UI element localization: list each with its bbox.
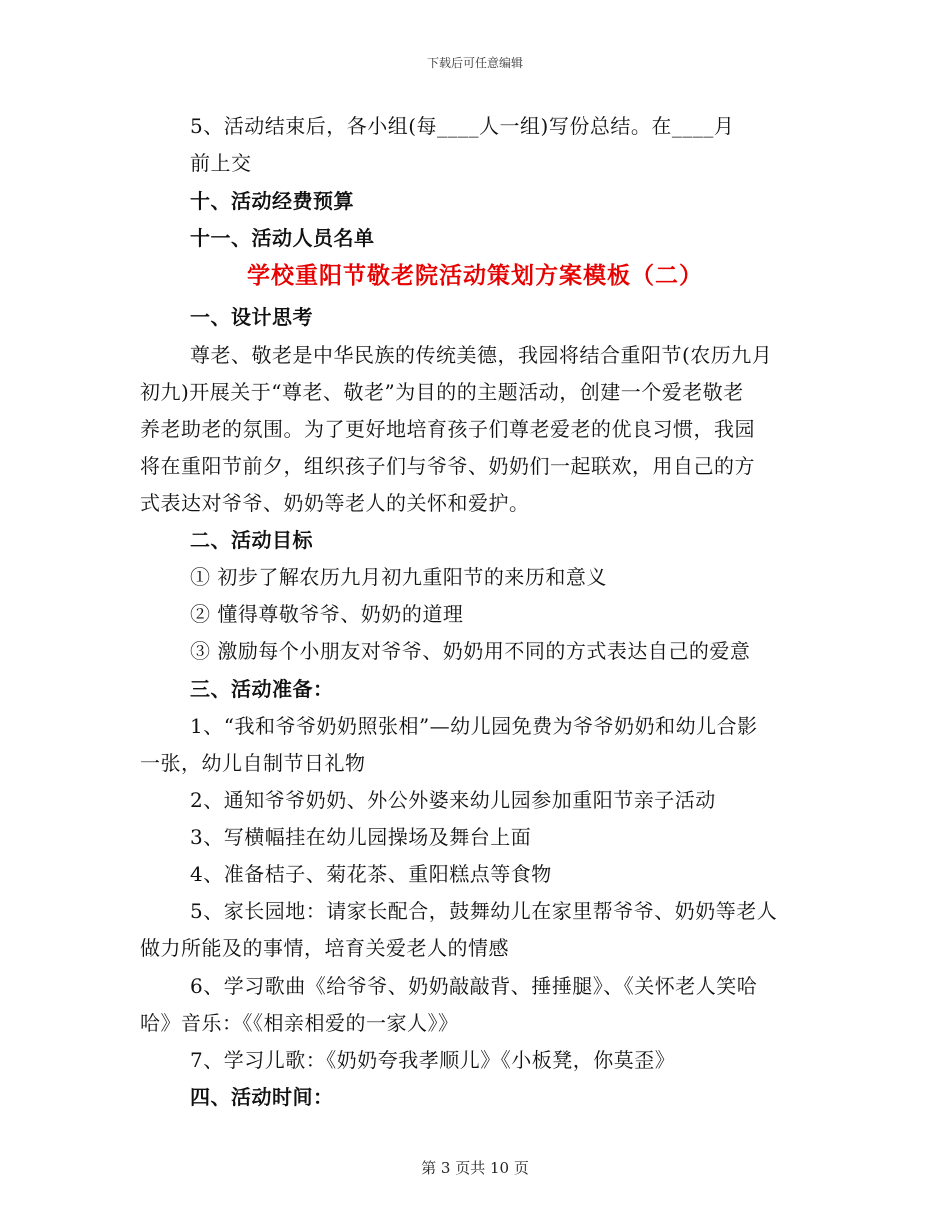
list-item: 6、学习歌曲《给爷爷、奶奶敲敲背、捶捶腿》、《关怀老人笑哈 xyxy=(190,974,758,998)
section-heading: 一、设计思考 xyxy=(190,305,313,329)
document-title: 学校重阳节敬老院活动策划方案模板（二） xyxy=(247,263,703,289)
section-heading: 三、活动准备： xyxy=(190,677,334,701)
list-item-continuation: 哈》音乐：《《相亲相爱的一家人》》 xyxy=(140,1011,459,1035)
page-header: 下载后可任意编辑 xyxy=(426,56,523,70)
list-item: 7、学习儿歌：《奶奶夸我孝顺儿》《小板凳，你莫歪》 xyxy=(190,1048,676,1072)
paragraph-line: 将在重阳节前夕，组织孩子们与爷爷、奶奶们一起联欢，用自己的方 xyxy=(140,454,755,478)
list-item: 5、家长园地：请家长配合，鼓舞幼儿在家里帮爷爷、奶奶等老人 xyxy=(190,899,778,923)
paragraph-line: 初九)开展关于“尊老、敬老”为目的的主题活动，创建一个爱老敬老 xyxy=(140,380,744,404)
page-footer: 第 3 页共 10 页 xyxy=(421,1159,529,1177)
text-line: 前上交 xyxy=(190,151,252,175)
paragraph-line: 式表达对爷爷、奶奶等老人的关怀和爱护。 xyxy=(140,491,530,515)
list-item: ① 初步了解农历九月初九重阳节的来历和意义 xyxy=(190,565,607,589)
list-item: 2、通知爷爷奶奶、外公外婆来幼儿园参加重阳节亲子活动 xyxy=(190,788,716,812)
list-item: 3、写横幅挂在幼儿园操场及舞台上面 xyxy=(190,825,532,849)
section-heading: 二、活动目标 xyxy=(190,528,313,552)
text-line: 5、活动结束后，各小组(每____人一组)写份总结。在____月 xyxy=(190,114,735,138)
list-item: ③ 激励每个小朋友对爷爷、奶奶用不同的方式表达自己的爱意 xyxy=(190,639,751,663)
section-heading: 十、活动经费预算 xyxy=(190,189,354,213)
section-heading: 四、活动时间： xyxy=(190,1085,334,1109)
list-item: 4、准备桔子、菊花茶、重阳糕点等食物 xyxy=(190,862,552,886)
section-heading: 十一、活动人员名单 xyxy=(190,226,375,250)
paragraph-line: 养老助老的氛围。为了更好地培育孩子们尊老爱老的优良习惯，我园 xyxy=(140,417,755,441)
list-item: 1、“我和爷爷奶奶照张相”—幼儿园免费为爷爷奶奶和幼儿合影 xyxy=(190,714,758,738)
list-item: ② 懂得尊敬爷爷、奶奶的道理 xyxy=(190,602,464,626)
paragraph-line: 尊老、敬老是中华民族的传统美德，我园将结合重阳节(农历九月 xyxy=(190,343,773,367)
list-item-continuation: 做力所能及的事情，培育关爱老人的情感 xyxy=(140,936,509,960)
list-item-continuation: 一张，幼儿自制节日礼物 xyxy=(140,751,366,775)
